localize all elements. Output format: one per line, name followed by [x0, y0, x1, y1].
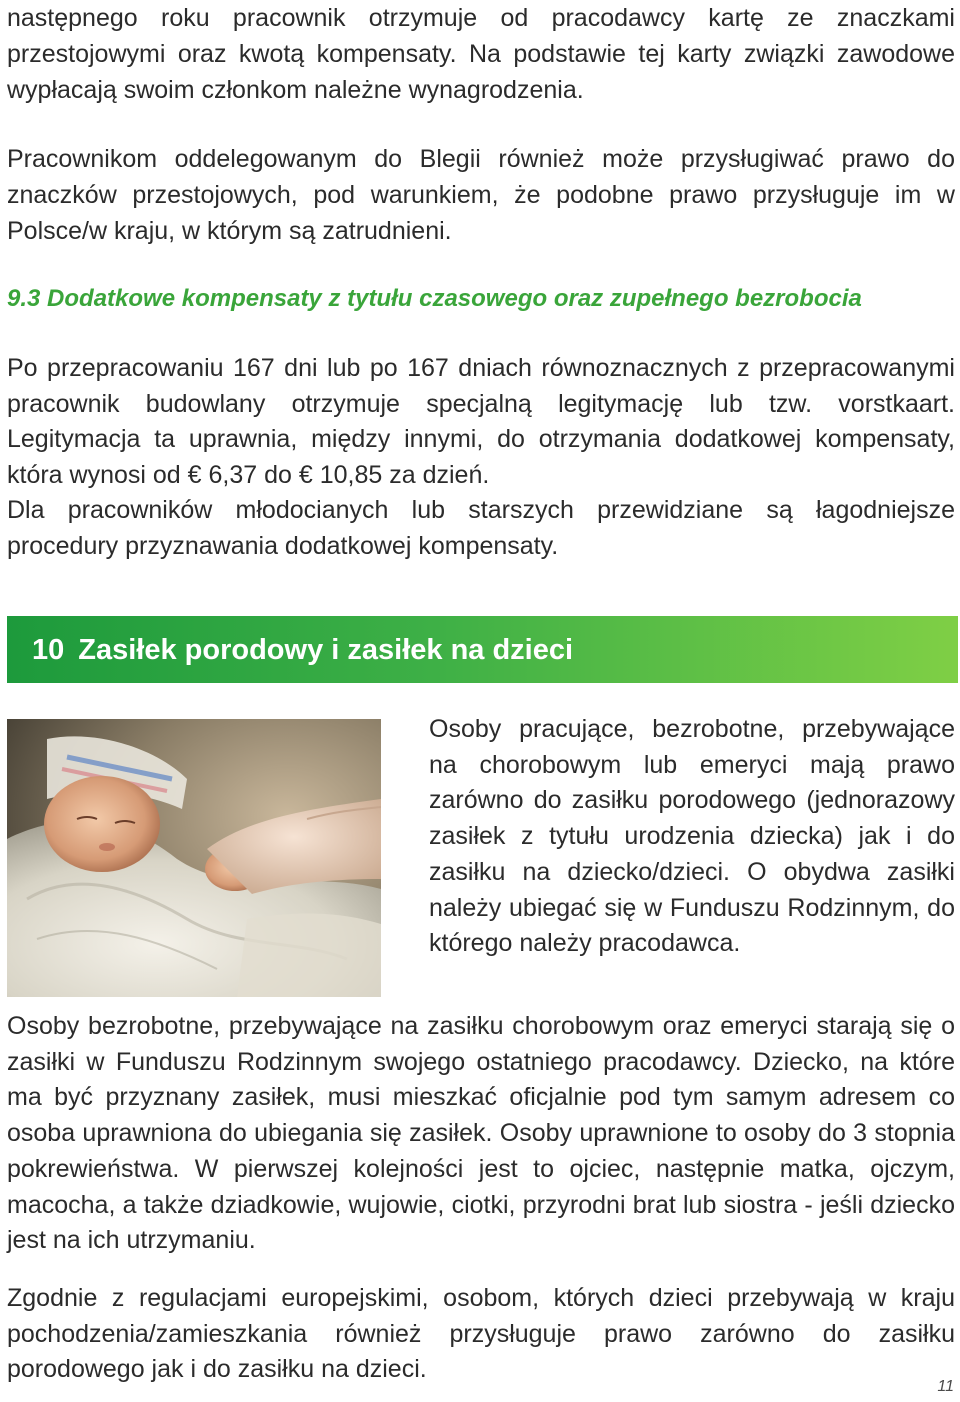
amount-max: 10,85	[319, 460, 383, 489]
newborn-photo	[7, 719, 381, 997]
subsection-number: 9.3	[7, 285, 41, 312]
section-title: Zasiłek porodowy i zasiłek na dzieci	[78, 634, 574, 666]
compensation-text-part1: Po przepracowaniu 167 dni lub po 167 dniach równoznacznych z przepracowanymi pracownik budowlany otrzymuje specjalną legitymację lub tzw. vorstkaart. Legitymacja ta uprawnia, między innymi, do otrzymania dodatkowej kompensaty, która wynosi od	[7, 354, 955, 489]
subsection-title: Dodatkowe kompensaty z tytułu czasowego oraz zupełnego bezrobocia	[47, 285, 862, 312]
amount-min: 6,37	[208, 460, 258, 489]
euro-symbol: €	[187, 460, 202, 489]
amount-connector: do	[257, 460, 299, 489]
subsection-heading	[7, 281, 955, 317]
euro-symbol: €	[298, 460, 313, 489]
page-number: 11	[937, 1378, 954, 1395]
paragraph-additional-compensation	[7, 351, 955, 565]
paragraph-benefits-eligibility: Osoby bezrobotne, przebywające na zasiłku chorobowym oraz emeryci starają się o zasiłki w Funduszu Rodzinnym swojego ostatniego pracodawcy. Dziecko, na które ma być przyznany zasiłek, musi mieszkać oficjalnie pod tym samym adresem co osoba uprawniona do ubiegania się zasiłek. Osoby uprawnione to osoby do 3 stopnia pokrewieństwa. W pierwszej kolejności jest to ojciec, następnie matka, ojczym, macocha, a także dziadkowie, wujowie, ciotki, przyrodni brat lub siostra - jeśli dziecko jest na ich utrzymaniu.	[7, 1012, 955, 1255]
compensation-text-part3: Dla pracowników młodocianych lub starszych przewidziane są łagodniejsze procedury przyznawania dodatkowej kompensaty.	[7, 496, 955, 560]
paragraph-delegated-workers: Pracownikom oddelegowanym do Blegii również może przysługiwać prawo do znaczków przestojowych, pod warunkiem, że podobne prawo przysługuje im w Polsce/w kraju, w którym są zatrudnieni.	[7, 145, 955, 245]
paragraph-european-regulations: Zgodnie z regulacjami europejskimi, osobom, których dzieci przebywają w kraju pochodzenia/zamieszkania również przysługuje prawo zarówno do zasiłku porodowego jak i do zasiłku na dzieci.	[7, 1284, 955, 1384]
compensation-text-part2: za dzień.	[382, 460, 490, 489]
paragraph-top-continuation: następnego roku pracownik otrzymuje od pracodawcy kartę ze znaczkami przestojowymi oraz kwotą kompensaty. Na podstawie tej karty związki zawodowe wypłacają swoim członkom należne wynagrodzenia.	[7, 4, 955, 104]
paragraph-benefits-intro: Osoby pracujące, bezrobotne, przebywające na chorobowym lub emeryci mają prawo zarówno do zasiłku porodowego (jednorazowy zasiłek z tytułu urodzenia dziecka) jak i do zasiłku na dziecko/dzieci. O obydwa zasiłki należy ubiegać się w Funduszu Rodzinnym, do którego należy pracodawca.	[429, 715, 955, 958]
section-heading	[32, 632, 573, 668]
section-number: 10	[32, 634, 65, 666]
